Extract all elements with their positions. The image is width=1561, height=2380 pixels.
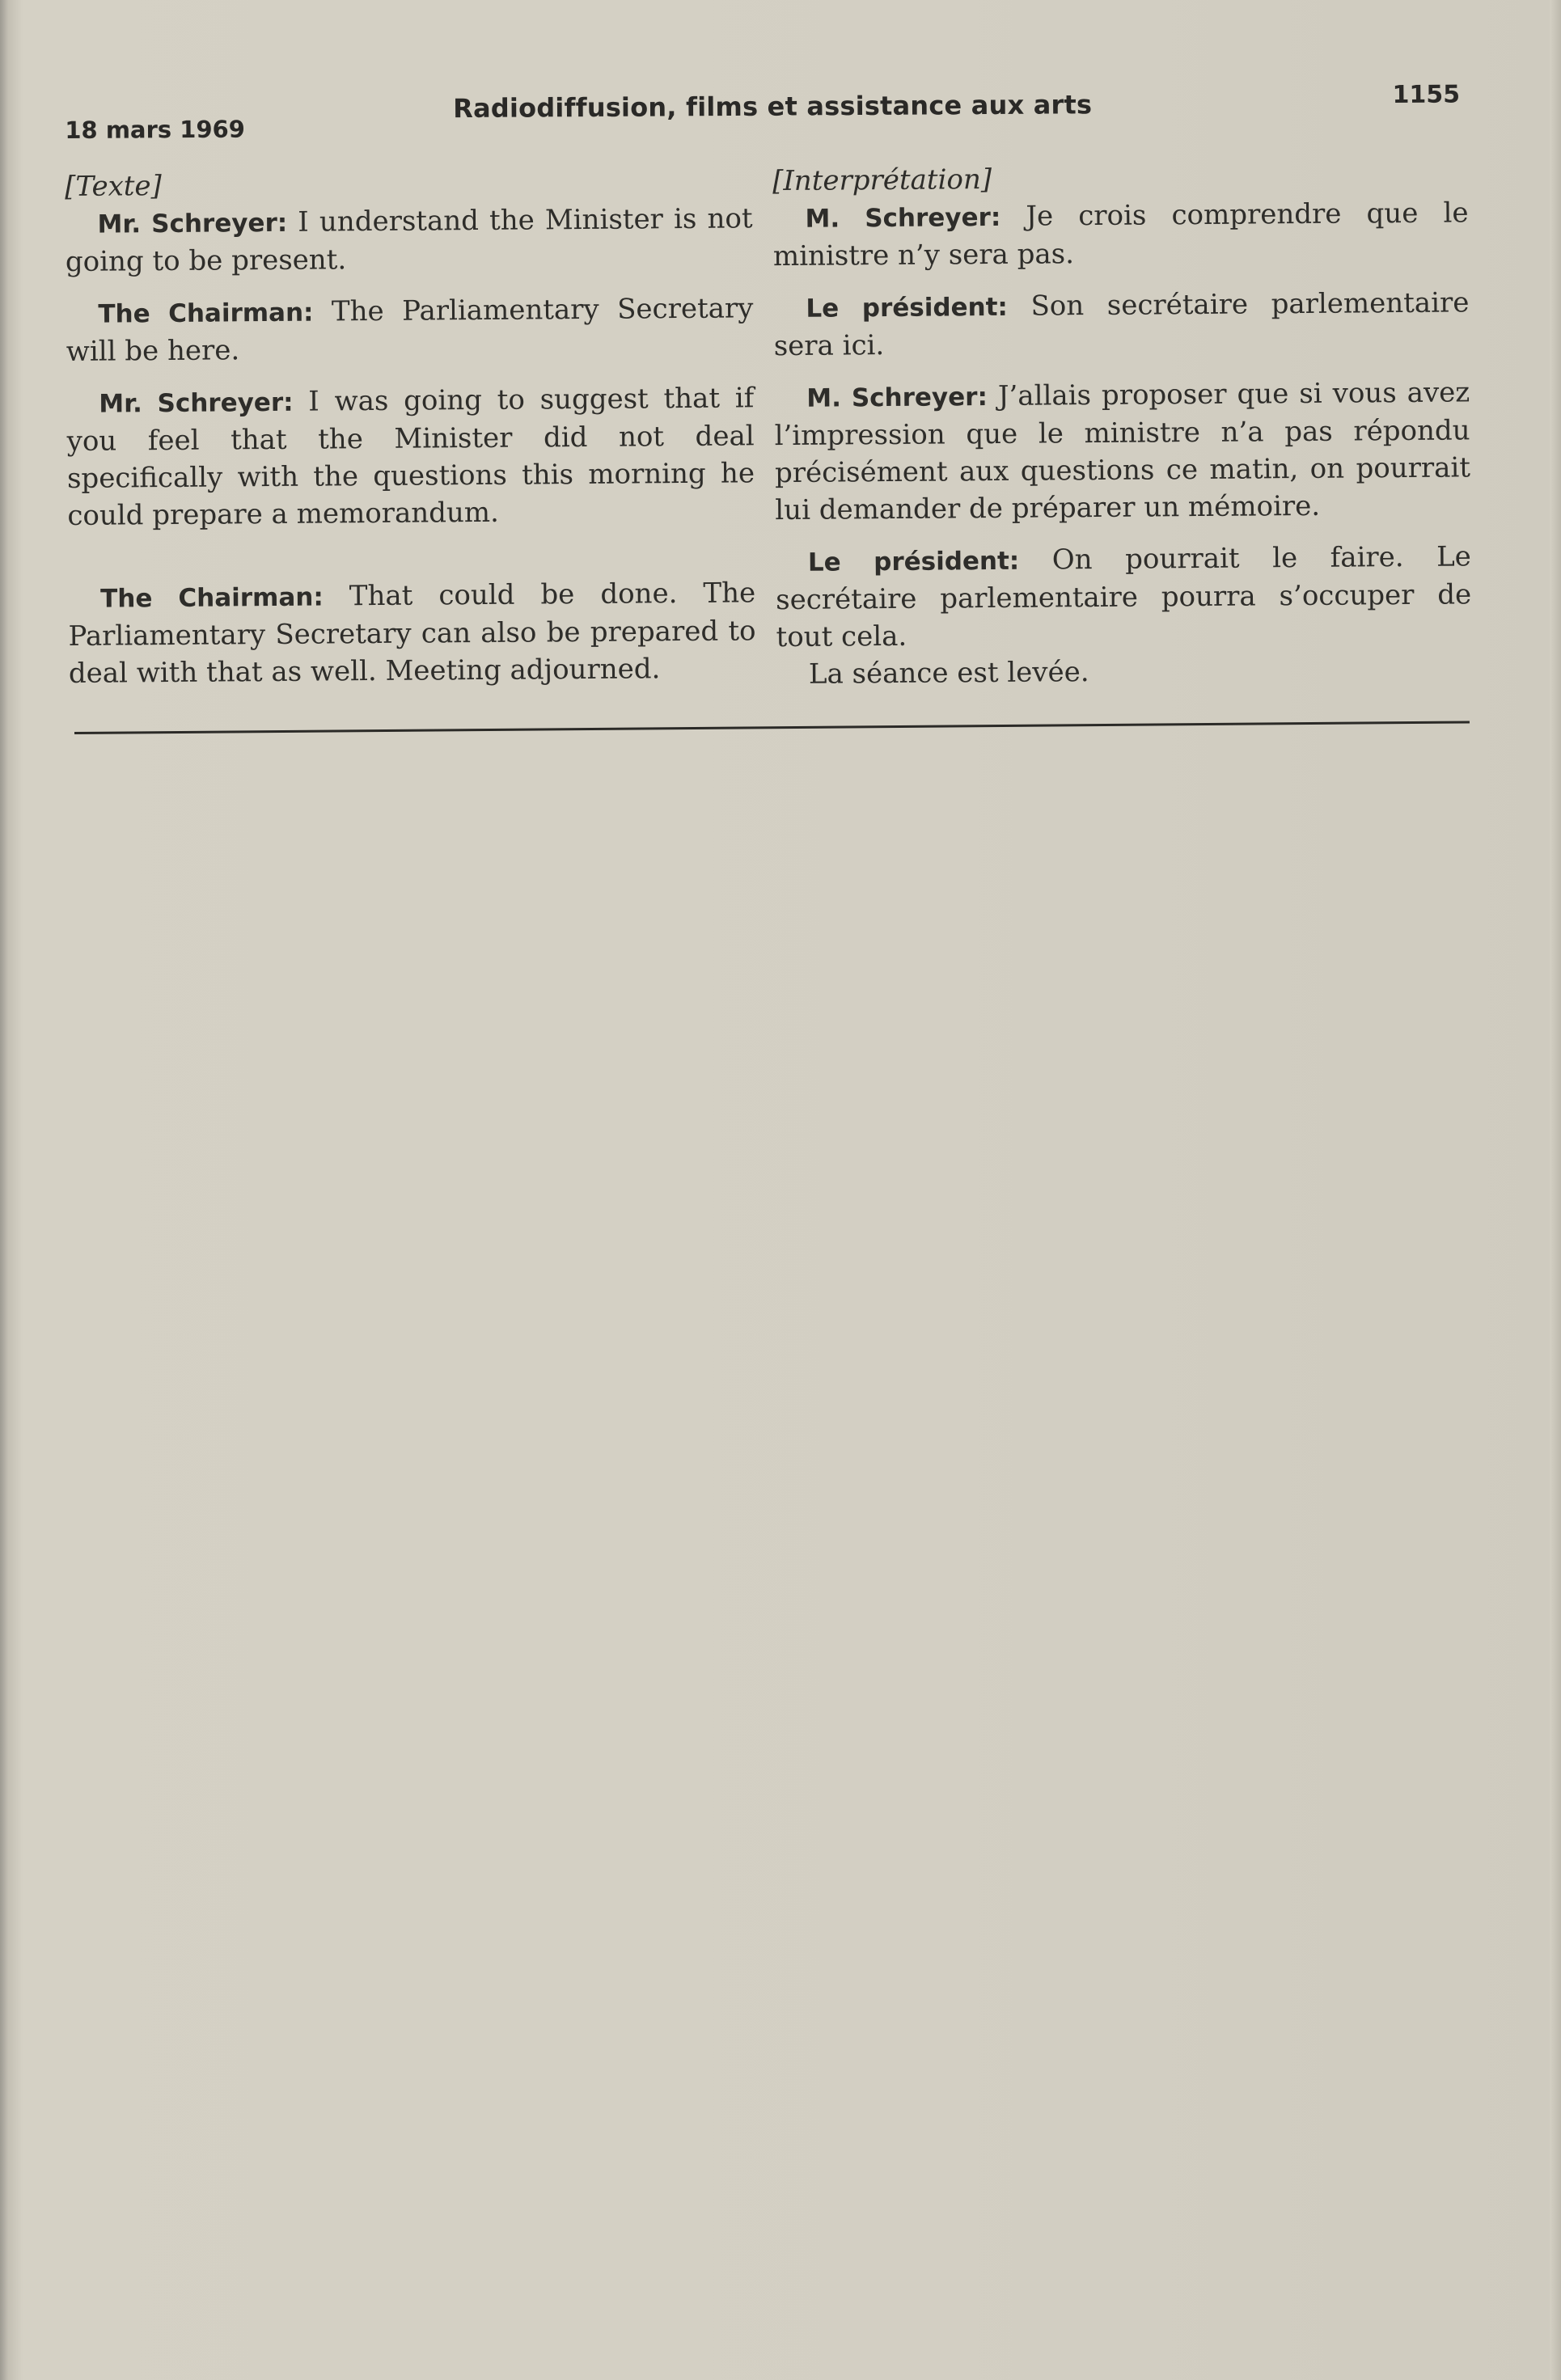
english-column (65, 163, 756, 707)
english-paragraph (66, 290, 754, 370)
speaker-name: Le président: (806, 292, 1009, 323)
page-number: 1155 (1392, 80, 1461, 109)
speech-text: I understand the Minister is not going to be present. (65, 202, 753, 278)
speech-text: J’allais proposer que si vous avez l’impression que le ministre n’a pas répondu précisément aux questions ce matin, on pourrait lui demander de préparer un mémoire. (774, 376, 1471, 527)
french-column (772, 157, 1472, 693)
speaker-name: The Chairman: (98, 298, 314, 329)
french-paragraph (774, 374, 1470, 529)
section-tag-english: [Texte] (65, 170, 162, 203)
speaker-name: Mr. Schreyer: (99, 387, 294, 419)
speaker-name: M. Schreyer: (806, 383, 988, 413)
speech-text: Je crois comprendre que le ministre n’y sera pas. (772, 197, 1469, 273)
header-date: 18 mars 1969 (65, 115, 246, 144)
speaker-name: Le président: (807, 546, 1020, 577)
section-divider (74, 721, 1470, 734)
speaker-name: Mr. Schreyer: (97, 208, 288, 239)
speaker-name: M. Schreyer: (805, 202, 1001, 234)
section-tag-french: [Interprétation] (772, 163, 992, 198)
french-paragraph (776, 538, 1472, 656)
french-paragraph (773, 284, 1470, 365)
header-title: Radiodiffusion, films et assistance aux arts (453, 89, 1093, 125)
speech-text: On pourrait le faire. Le secrétaire parlementaire pourra s’occuper de tout cela. (776, 540, 1472, 654)
page-edge-shadow (1550, 0, 1561, 2380)
spacer (68, 543, 755, 580)
english-paragraph (65, 200, 753, 281)
french-paragraph (772, 194, 1469, 275)
speech-text: The Parliamentary Secretary will be here. (66, 292, 754, 368)
speech-text: That could be done. The Parliamentary Secretary can also be prepared to deal with that as well. Meeting adjourned. (68, 577, 756, 690)
speech-text: I was going to suggest that if you feel that the Minister did not deal specifically with the questions this morning he could prepare a memorandum. (66, 382, 755, 532)
transcript-columns (65, 157, 1472, 718)
closing-line: La séance est levée. (808, 656, 1089, 691)
speaker-name: The Chairman: (100, 582, 324, 614)
page-header (65, 80, 1460, 154)
english-paragraph (66, 379, 755, 535)
speech-text: Son secrétaire parlementaire sera ici. (773, 286, 1470, 363)
english-paragraph (68, 574, 756, 692)
